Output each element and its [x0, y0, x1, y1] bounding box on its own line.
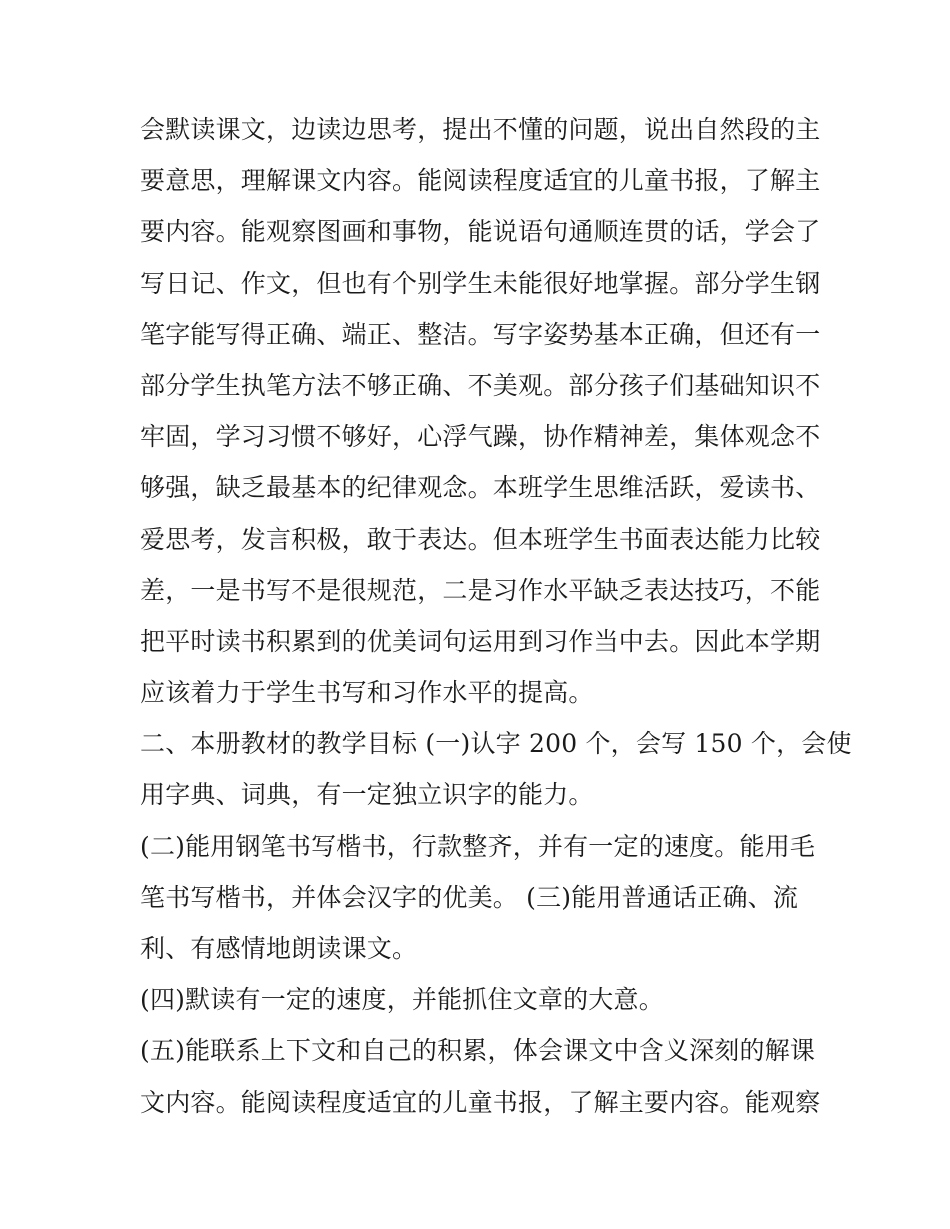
text-line-2: 要意思，理解课文内容。能阅读程度适宜的儿童书报，了解主 — [140, 166, 821, 196]
text-line-8: 够强，缺乏最基本的纪律观念。本班学生思维活跃，爱读书、 — [140, 473, 821, 503]
text-line-6: 部分学生执笔方法不够正确、不美观。部分孩子们基础知识不 — [140, 370, 821, 400]
text-line-16: 笔书写楷书，并体会汉字的优美。 (三)能用普通话正确、流 — [140, 882, 799, 912]
text-line-12: 应该着力于学生书写和习作水平的提高。 — [140, 678, 594, 708]
text-line-18: (四)默读有一定的速度，并能抓住文章的大意。 — [140, 985, 664, 1015]
text-line-13: 二、本册教材的教学目标 (一)认字 200 个，会写 150 个，会使 — [140, 729, 852, 759]
text-line-3: 要内容。能观察图画和事物，能说语句通顺连贯的话，学会了 — [140, 217, 821, 247]
text-line-19: (五)能联系上下文和自己的积累，体会课文中含义深刻的解课 — [140, 1036, 816, 1066]
text-line-17: 利、有感情地朗读课文。 — [140, 934, 418, 963]
text-line-11: 把平时读书积累到的优美词句运用到习作当中去。因此本学期 — [140, 626, 821, 656]
text-line-1: 会默读课文，边读边思考，提出不懂的问题，说出自然段的主 — [140, 115, 821, 144]
text-line-20: 文内容。能阅读程度适宜的儿童书报，了解主要内容。能观察 — [140, 1087, 821, 1117]
text-line-10: 差，一是书写不是很规范，二是习作水平缺乏表达技巧，不能 — [140, 575, 821, 605]
text-line-4: 写日记、作文，但也有个别学生未能很好地掌握。部分学生钢 — [140, 268, 821, 298]
body-text — [140, 104, 852, 1128]
text-line-14: 用字典、词典，有一定独立识字的能力。 — [140, 780, 594, 810]
text-line-9: 爱思考，发言积极，敢于表达。但本班学生书面表达能力比较 — [140, 524, 821, 554]
text-line-5: 笔字能写得正确、端正、整洁。写字姿势基本正确，但还有一 — [140, 319, 821, 349]
text-line-7: 牢固，学习习惯不够好，心浮气躁，协作精神差，集体观念不 — [140, 422, 821, 452]
text-line-15: (二)能用钢笔书写楷书，行款整齐，并有一定的速度。能用毛 — [140, 831, 816, 861]
